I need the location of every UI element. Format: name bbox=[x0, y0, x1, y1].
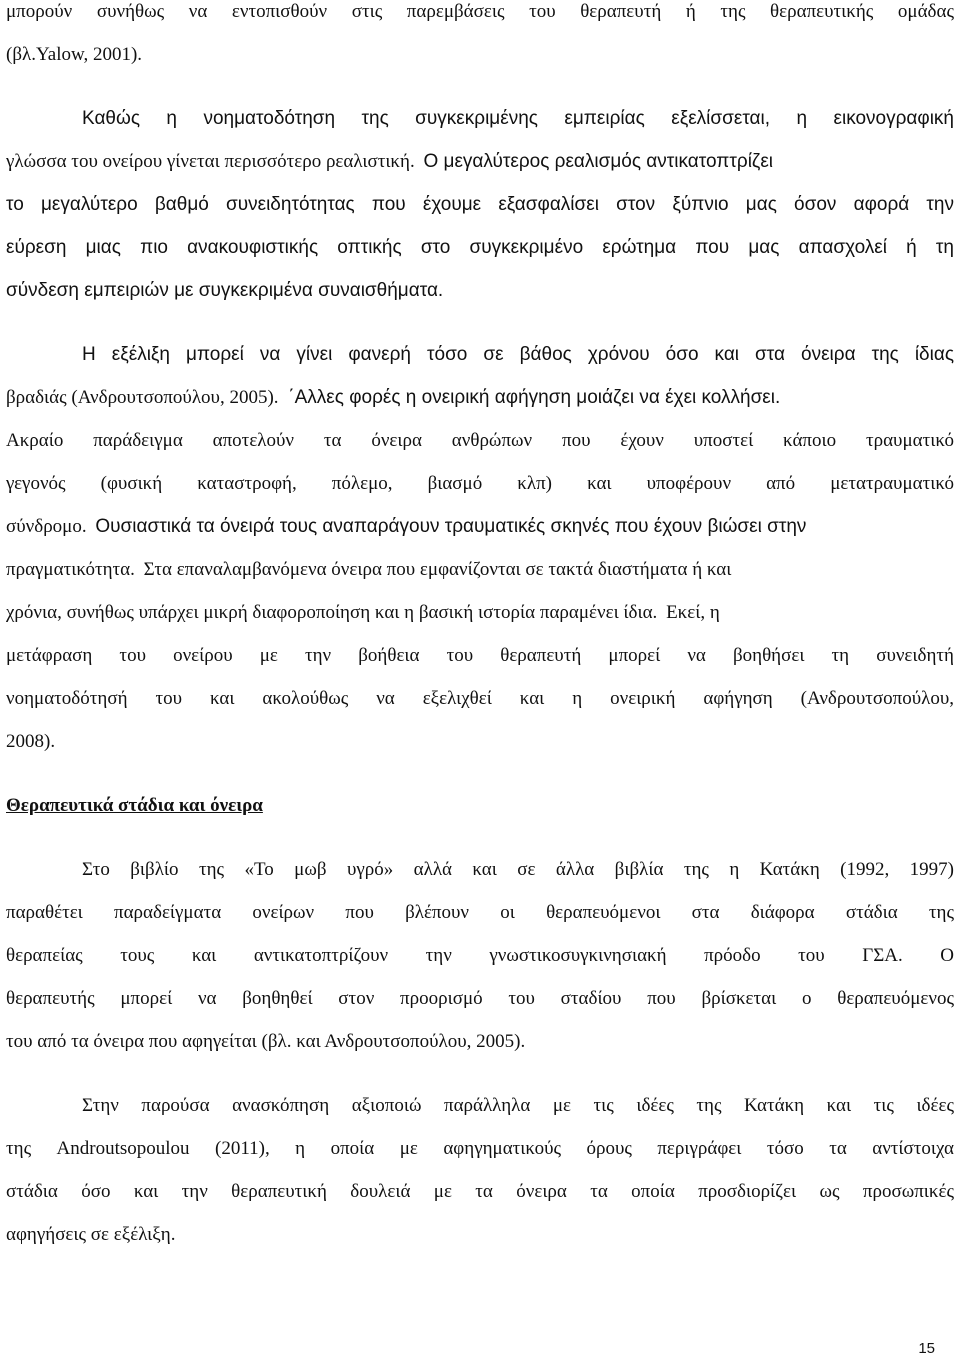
text-line: Η εξέλιξη μπορεί να γίνει φανερή τόσο σε βάθος χρόνου όσο και στα όνειρα της ίδιας bbox=[82, 344, 954, 365]
section-heading: Θεραπευτικά στάδια και όνειρα bbox=[6, 795, 263, 816]
text-line: θεραπευτής μπορεί να βοηθηθεί στον προορισμό του σταδίου που βρίσκεται ο θεραπευόμενος bbox=[6, 988, 954, 1009]
text-line-mixed bbox=[6, 515, 954, 539]
text-run: χρόνια, συνήθως υπάρχει μικρή διαφοροποίηση και η βασική ιστορία παραμένει ίδια. bbox=[6, 602, 658, 623]
text-line: θεραπείας τους και αντικατοπτρίζουν την γνωστικοσυγκινησιακή πρόοδο του ΓΣΑ. Ο bbox=[6, 945, 954, 966]
text-run: γλώσσα του ονείρου γίνεται περισσότερο ρεαλιστική. bbox=[6, 151, 415, 172]
text-line: μπορούν συνήθως να εντοπισθούν στις παρεμβάσεις του θεραπευτή ή της θεραπευτικής ομάδας bbox=[6, 1, 954, 22]
text-line: 2008). bbox=[6, 731, 56, 752]
text-line: του από τα όνειρα που αφηγείται (βλ. και Ανδρουτσοπούλου, 2005). bbox=[6, 1031, 526, 1052]
text-line: (βλ.Yalow, 2001). bbox=[6, 44, 143, 65]
text-line: εύρεση μιας πιο ανακουφιστικής οπτικής στο συγκεκριμένο ερώτημα που μας απασχολεί ή τη bbox=[6, 237, 954, 258]
text-run: Εκεί, η bbox=[666, 602, 720, 623]
text-run: Ο μεγαλύτερος ρεαλισμός αντικατοπτρίζει bbox=[423, 151, 774, 172]
text-line: σύνδεση εμπειριών με συγκεκριμένα συναισθήματα. bbox=[6, 280, 444, 301]
text-line: νοηματοδότησή του και ακολούθως να εξελιχθεί και η ονειρική αφήγηση (Ανδρουτσοπούλου, bbox=[6, 688, 954, 709]
text-run: Ουσιαστικά τα όνειρά τους αναπαράγουν τραυματικές σκηνές που έχουν βιώσει στην bbox=[95, 516, 807, 537]
text-line: παραθέτει παραδείγματα ονείρων που βλέπουν οι θεραπευόμενοι στα διάφορα στάδια της bbox=[6, 902, 954, 923]
text-line: Στο βιβλίο της «Το μωβ υγρό» αλλά και σε άλλα βιβλία της η Κατάκη (1992, 1997) bbox=[82, 859, 954, 880]
text-line: αφηγήσεις σε εξέλιξη. bbox=[6, 1224, 176, 1245]
text-line: στάδια όσο και την θεραπευτική δουλειά με τα όνειρα τα οποία προσδιορίζει ως προσωπικές bbox=[6, 1181, 954, 1202]
text-run: ΄Αλλες φορές η ονειρική αφήγηση μοιάζει να έχει κολλήσει. bbox=[288, 387, 781, 408]
text-run: πραγματικότητα. bbox=[6, 559, 135, 580]
text-line: μετάφραση του ονείρου με την βοήθεια του θεραπευτή μπορεί να βοηθήσει τη συνειδητή bbox=[6, 645, 954, 666]
text-line-mixed bbox=[6, 601, 954, 625]
text-line: της Androutsopoulou (2011), η οποία με αφηγηματικούς όρους περιγράφει τόσο τα αντίστοιχα bbox=[6, 1138, 954, 1159]
text-line-mixed bbox=[6, 150, 954, 174]
text-line: Καθώς η νοηματοδότηση της συγκεκριμένης εμπειρίας εξελίσσεται, η εικονογραφική bbox=[82, 108, 954, 129]
page-number: 15 bbox=[918, 1340, 935, 1357]
text-run: βραδιάς (Ανδρουτσοπούλου, 2005). bbox=[6, 387, 279, 408]
text-line: το μεγαλύτερο βαθμό συνειδητότητας που έχουμε εξασφαλίσει στον ξύπνιο μας όσον αφορά την bbox=[6, 194, 954, 215]
text-line-mixed bbox=[6, 386, 954, 410]
text-line: γεγονός (φυσική καταστροφή, πόλεμο, βιασμό κλπ) και υποφέρουν από μετατραυματικό bbox=[6, 473, 954, 494]
text-line: Στην παρούσα ανασκόπηση αξιοποιώ παράλληλα με τις ιδέες της Κατάκη και τις ιδέες bbox=[82, 1095, 954, 1116]
text-line: Ακραίο παράδειγμα αποτελούν τα όνειρα ανθρώπων που έχουν υποστεί κάποιο τραυματικό bbox=[6, 430, 954, 451]
text-line-mixed bbox=[6, 558, 954, 582]
text-run: Στα επαναλαμβανόμενα όνειρα που εμφανίζονται σε τακτά διαστήματα ή και bbox=[143, 559, 732, 580]
text-run: σύνδρομο. bbox=[6, 516, 87, 537]
